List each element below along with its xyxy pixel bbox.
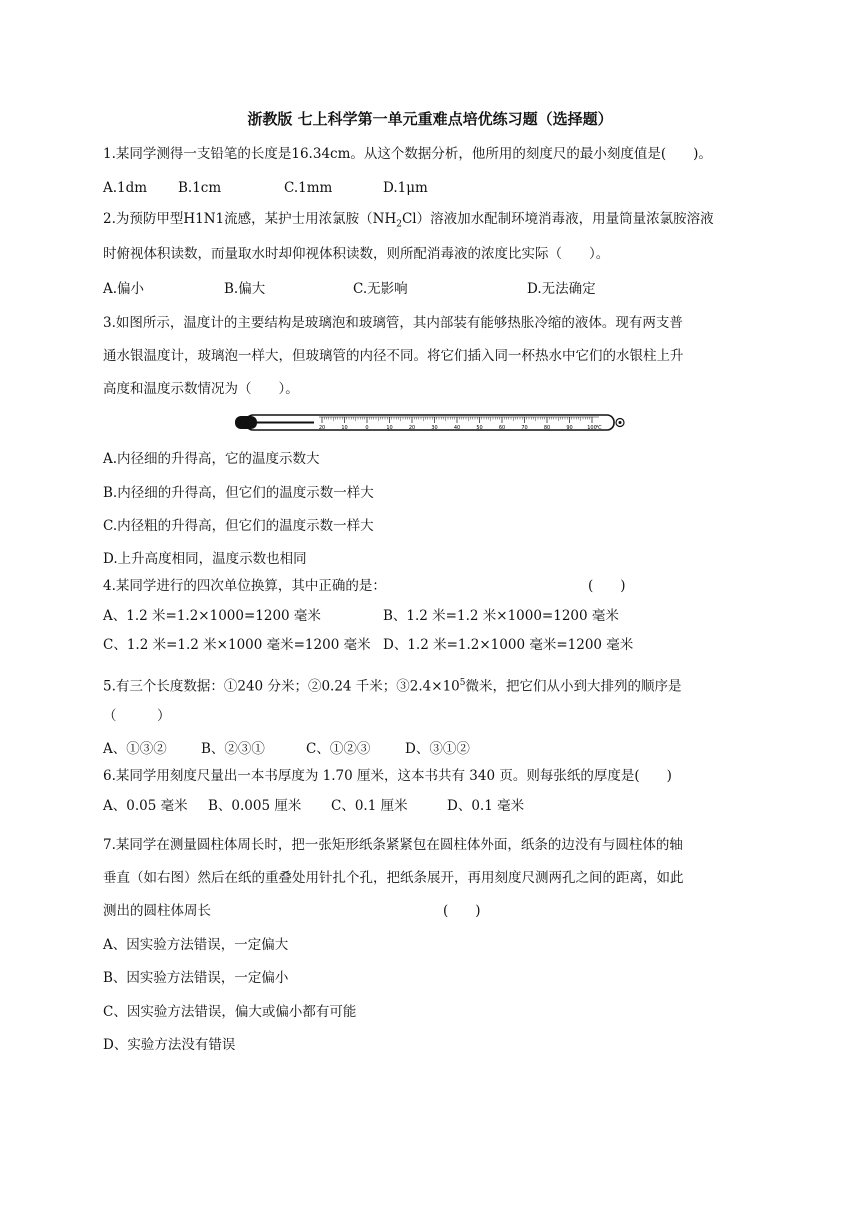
- q4-option-b: B、1.2 米=1.2 米×1000=1200 毫米: [383, 608, 619, 624]
- scale-label: 50: [476, 425, 483, 431]
- q5-option-b: B、②③①: [201, 741, 265, 757]
- q3-stem-line3: 高度和温度示数情况为（ ）。: [103, 381, 299, 397]
- q3-option-a: A.内径细的升得高，它的温度示数大: [103, 451, 320, 467]
- q7-option-a: A、因实验方法错误，一定偏大: [103, 937, 289, 953]
- scale-label: 0: [365, 425, 369, 431]
- scale-ticks: [322, 417, 592, 423]
- q7-option-d: D、实验方法没有错误: [103, 1037, 236, 1053]
- q5-line1-part2: 微米，把它们从小到大排列的顺序是: [465, 678, 682, 695]
- q2-stem-line1: [103, 210, 714, 234]
- scale-label: 90: [566, 425, 573, 431]
- q4-option-d: D、1.2 米=1.2×1000 毫米=1200 毫米: [383, 637, 634, 653]
- q2-option-d: D.无法确定: [527, 281, 596, 297]
- scale-label: 10: [341, 425, 348, 431]
- q2-option-b: B.偏大: [224, 281, 266, 297]
- scale-label: 100: [587, 425, 597, 431]
- q1-option-a: A.1dm: [103, 180, 148, 196]
- q4-stem: 4.某同学进行的四次单位换算，其中正确的是：: [103, 578, 386, 594]
- q2-line1-part1: 2.为预防甲型H1N1流感，某护士用浓氯胺（NH: [103, 211, 397, 227]
- q6-option-c: C、0.1 厘米: [331, 798, 408, 814]
- q6-option-b: B、0.005 厘米: [208, 798, 302, 814]
- q1-option-b: B.1cm: [178, 180, 222, 196]
- q3-option-d: D.上升高度相同，温度示数也相同: [103, 551, 307, 567]
- q7-option-b: B、因实验方法错误，一定偏小: [103, 970, 289, 986]
- q4-option-a: A、1.2 米=1.2×1000=1200 毫米: [103, 608, 321, 624]
- q7-stem-line3: 测出的圆柱体周长: [103, 903, 211, 919]
- q5-option-a: A、①③②: [103, 741, 167, 757]
- q5-option-c: C、①②③: [306, 741, 371, 757]
- q7-answer-paren: ( ): [443, 903, 481, 919]
- q2-line1-subscript: 2: [396, 219, 402, 230]
- thermometer-ring-dot: [619, 421, 622, 424]
- scale-label: 20: [408, 425, 416, 431]
- q3-stem-line2: 通水银温度计，玻璃泡一样大，但玻璃管的内径不同。将它们插入同一杯热水中它们的水银柱上升: [103, 348, 684, 364]
- q5-option-d: D、③①②: [405, 741, 470, 757]
- q4-answer-paren: ( ): [588, 578, 626, 594]
- scale-label: 80: [543, 425, 551, 431]
- q1-stem: 1.某同学测得一支铅笔的长度是16.34cm。从这个数据分析，他所用的刻度尺的最小刻度值是( )。: [103, 146, 712, 162]
- q4-option-c: C、1.2 米=1.2 米×1000 毫米=1200 毫米: [103, 637, 371, 653]
- q7-option-c: C、因实验方法错误，偏大或偏小都有可能: [103, 1004, 357, 1020]
- q5-stem-line2: （ ）: [103, 708, 171, 724]
- scale-label: 10: [386, 425, 393, 431]
- q3-option-c: C.内径粗的升得高，但它们的温度示数一样大: [103, 518, 374, 534]
- scale-label: 60: [498, 425, 506, 431]
- page-title: 浙教版 七上科学第一单元重难点培优练习题（选择题）: [247, 110, 613, 128]
- q2-stem-line2: 时俯视体积读数，而量取水时却仰视体积读数，则所配消毒液的浓度比实际（ ）。: [103, 246, 610, 262]
- q5-line1-part1: 5.有三个长度数据：①240 分米；②0.24 千米；③2.4×10: [103, 678, 460, 695]
- scale-label: 30: [431, 425, 438, 431]
- q1-option-c: C.1mm: [284, 180, 333, 196]
- scale-unit: ℃: [596, 425, 602, 431]
- q7-stem-line1: 7.某同学在测量圆柱体周长时，把一张矩形纸条紧紧包在圆柱体外面，纸条的边没有与圆柱体的轴: [103, 837, 683, 853]
- thermometer-figure: [234, 412, 626, 434]
- scale-label: 20: [318, 425, 326, 431]
- q6-option-a: A、0.05 毫米: [103, 798, 188, 814]
- scale-label: 70: [521, 425, 528, 431]
- scale-label: 40: [453, 425, 461, 431]
- q5-line1-superscript: 5: [459, 678, 466, 688]
- q3-stem-line1: 3.如图所示，温度计的主要结构是玻璃泡和玻璃管，其内部装有能够热胀冷缩的液体。现有两支普: [103, 315, 683, 331]
- q3-option-b: B.内径细的升得高，但它们的温度示数一样大: [103, 485, 374, 501]
- q6-stem: 6.某同学用刻度尺量出一本书厚度为 1.70 厘米，这本书共有 340 页。则每张纸的厚度是( ): [103, 768, 672, 784]
- q5-stem-line1: [103, 674, 681, 696]
- q2-option-a: A.偏小: [103, 281, 145, 297]
- q7-stem-line2: 垂直（如右图）然后在纸的重叠处用针扎个孔，把纸条展开，再用刻度尺测两孔之间的距离，如此: [103, 870, 684, 886]
- q1-option-d: D.1μm: [383, 180, 428, 196]
- q2-option-c: C.无影响: [353, 281, 408, 297]
- q2-line1-part2: Cl）溶液加水配制环境消毒液，用量筒量浓氯胺溶液: [401, 211, 714, 227]
- q6-option-d: D、0.1 毫米: [447, 798, 525, 814]
